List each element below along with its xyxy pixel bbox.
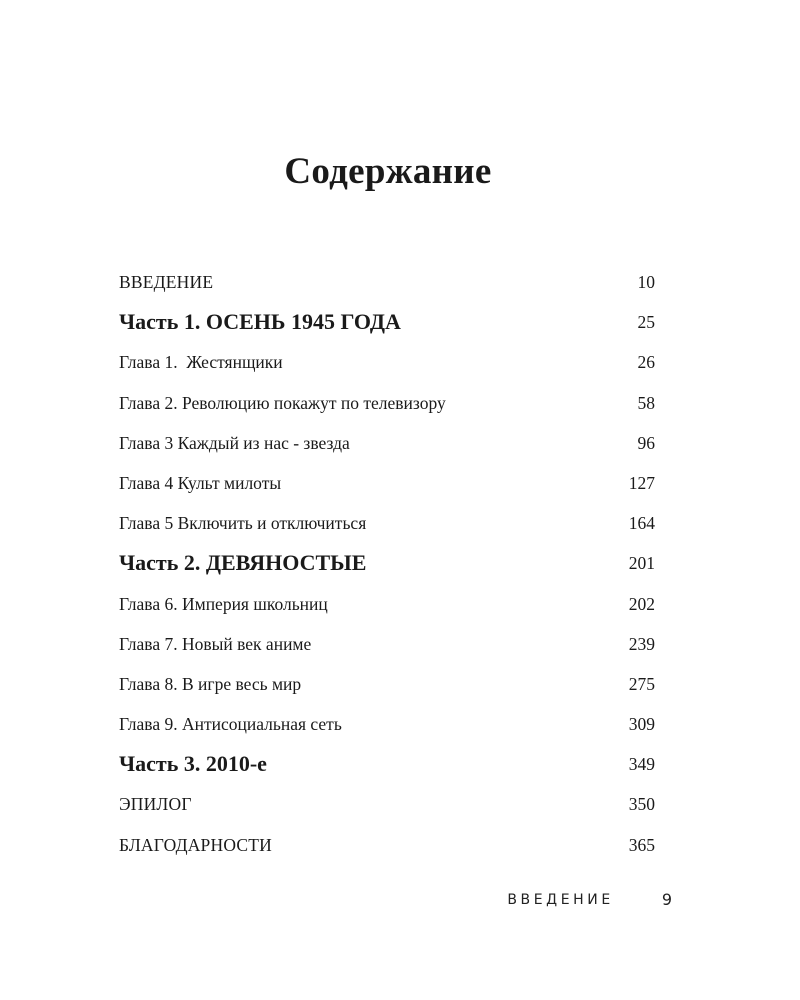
toc-entry-epilogue[interactable]	[119, 786, 659, 826]
toc-entry-label: БЛАГОДАРНОСТИ	[119, 834, 272, 855]
toc-entry-chapter-4[interactable]	[119, 465, 659, 505]
toc-entry-label: Глава 3 Каждый из нас - звезда	[119, 432, 350, 453]
toc-entry-page: 127	[628, 472, 655, 493]
toc-entry-page: 10	[637, 272, 655, 292]
toc-entry-label: Глава 9. Антисоциальная сеть	[119, 714, 342, 735]
toc-entry-page: 58	[637, 392, 655, 413]
toc-entry-chapter-2[interactable]	[119, 385, 659, 425]
page-number: 9	[661, 890, 672, 909]
toc-entry-page: 309	[628, 714, 655, 735]
toc-entry-chapter-8[interactable]	[119, 666, 659, 706]
toc-entry-label: ЭПИЛОГ	[119, 794, 192, 815]
toc-entry-label: Глава 6. Империя школьниц	[119, 593, 328, 614]
toc-entry-page: 201	[628, 553, 655, 574]
toc-entry-label: Глава 1. Жестянщики	[119, 352, 283, 373]
toc-entry-label: ВВЕДЕНИЕ	[119, 272, 214, 292]
toc-entry-page: 239	[628, 633, 655, 654]
toc-entry-part-3[interactable]	[119, 746, 659, 786]
toc-entry-chapter-3[interactable]	[119, 425, 659, 465]
toc-entry-label: Глава 4 Культ милоты	[119, 472, 282, 493]
page-title: Содержание	[284, 151, 492, 192]
toc-entry-label: Часть 1. ОСЕНЬ 1945 ГОДА	[119, 309, 401, 335]
toc-entry-page: 365	[628, 834, 655, 855]
toc-entry-label: Глава 2. Революцию покажут по телевизору	[119, 392, 446, 413]
toc-entry-chapter-5[interactable]	[119, 505, 659, 545]
toc-entry-page: 25	[637, 312, 655, 333]
toc-entry-chapter-9[interactable]	[119, 706, 659, 746]
table-of-contents	[119, 264, 659, 867]
toc-entry-page: 202	[628, 593, 655, 614]
page-footer	[507, 890, 672, 909]
toc-entry-chapter-7[interactable]	[119, 626, 659, 666]
toc-entry-page: 349	[628, 754, 655, 775]
toc-entry-page: 96	[637, 432, 655, 453]
toc-entry-page: 275	[628, 673, 655, 694]
toc-entry-chapter-6[interactable]	[119, 586, 659, 626]
toc-entry-page: 350	[628, 794, 655, 815]
toc-entry-label: Глава 5 Включить и отключиться	[119, 513, 367, 534]
toc-entry-label: Глава 7. Новый век аниме	[119, 633, 312, 654]
toc-entry-page: 26	[637, 352, 655, 373]
toc-entry-label: Часть 3. 2010-е	[119, 751, 267, 777]
toc-entry-part-2[interactable]	[119, 545, 659, 585]
toc-entry-label: Глава 8. В игре весь мир	[119, 673, 302, 694]
toc-entry-introduction[interactable]	[119, 264, 659, 304]
toc-entry-label: Часть 2. ДЕВЯНОСТЫЕ	[119, 550, 367, 576]
running-head: ВВЕДЕНИЕ	[507, 891, 614, 908]
toc-entry-part-1[interactable]	[119, 304, 659, 344]
toc-entry-acknowledgements[interactable]	[119, 827, 659, 867]
toc-entry-page: 164	[628, 513, 655, 534]
toc-entry-chapter-1[interactable]	[119, 344, 659, 384]
